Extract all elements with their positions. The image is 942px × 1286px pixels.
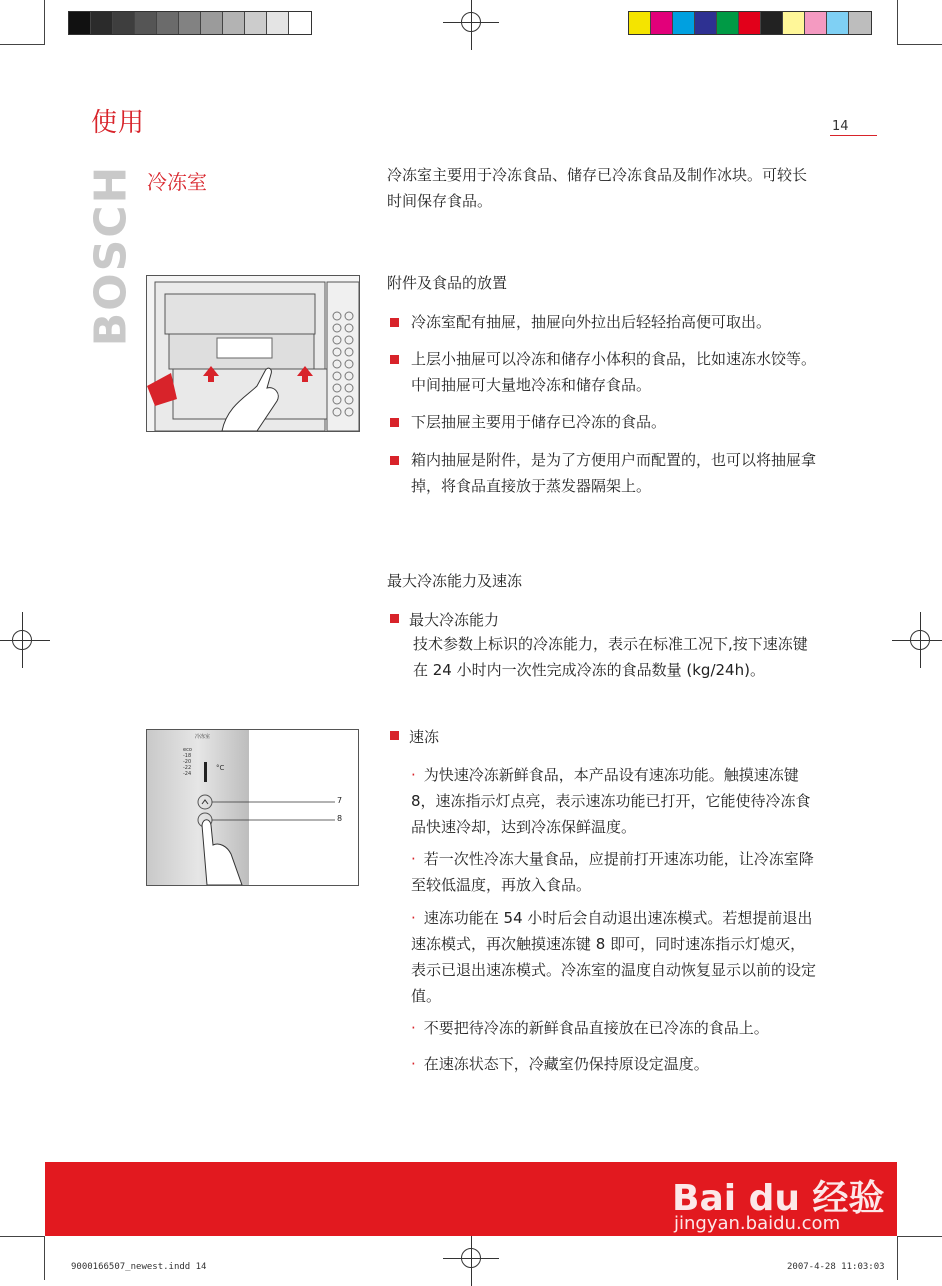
color-swatch [69, 12, 91, 34]
placement-item: 箱内抽屉是附件，是为了方便用户而配置的，也可以将抽屉拿掉，将食品直接放于蒸发器隔架上。 [411, 451, 817, 495]
color-swatch [651, 12, 673, 34]
registration-mark [455, 1242, 487, 1274]
temperature-scale: eco -18 -20 -22 -24 [183, 747, 192, 777]
color-calibration-bar [628, 11, 872, 35]
crop-mark [0, 44, 45, 45]
file-info: 9000166507_newest.indd 14 [71, 1262, 207, 1272]
color-swatch [113, 12, 135, 34]
color-swatch [739, 12, 761, 34]
color-swatch [629, 12, 651, 34]
crop-mark [897, 1236, 942, 1237]
bullet-marker [390, 731, 399, 740]
drawer-drawing [147, 276, 359, 431]
watermark-logo: Bai du 经验 [672, 1178, 885, 1219]
quick-freeze-point: · 不要把待冷冻的新鲜食品直接放在已冷冻的食品上。 [411, 1019, 769, 1037]
color-swatch [783, 12, 805, 34]
bullet-marker [390, 456, 399, 465]
crop-mark [897, 0, 898, 44]
bullet-marker [390, 355, 399, 364]
crop-mark [44, 0, 45, 44]
temperature-unit: °C [216, 764, 225, 772]
color-swatch [223, 12, 245, 34]
page-number: 14 [832, 119, 849, 134]
color-swatch [673, 12, 695, 34]
color-swatch [245, 12, 267, 34]
section-title: 冷冻室 [147, 170, 207, 194]
page-title: 使用 [91, 108, 146, 138]
placement-item: 冷冻室配有抽屉，抽屉向外拉出后轻轻抬高便可取出。 [411, 313, 772, 331]
color-swatch [267, 12, 289, 34]
control-panel-illustration [146, 729, 359, 886]
capacity-subheading: 最大冷冻能力 [409, 611, 500, 629]
color-swatch [179, 12, 201, 34]
capacity-text: 技术参数上标识的冷冻能力，表示在标准工况下,按下速冻键在 24 小时内一次性完成冷冻的食品数量 (kg/24h)。 [413, 635, 808, 679]
registration-mark [455, 6, 487, 38]
color-swatch [289, 12, 311, 34]
capacity-heading: 最大冷冻能力及速冻 [387, 572, 523, 590]
color-swatch [135, 12, 157, 34]
print-timestamp: 2007-4-28 11:03:03 [787, 1262, 885, 1272]
placement-item: 上层小抽屉可以冷冻和储存小体积的食品，比如速冻水饺等。中间抽屉可大量地冷冻和储存食品。 [411, 350, 817, 394]
color-swatch [91, 12, 113, 34]
panel-label: 冷冻室 [195, 734, 211, 740]
placement-item: 下层抽屉主要用于储存已冷冻的食品。 [411, 413, 667, 431]
quick-freeze-point: · 若一次性冷冻大量食品，应提前打开速冻功能，让冷冻室降至较低温度，再放入食品。 [411, 850, 814, 894]
quick-freeze-point: · 为快速冷冻新鲜食品，本产品设有速冻功能。触摸速冻键 8，速冻指示灯点亮，表示速冻功能已打开，它能使待冷冻食品快速冷却，达到冷冻保鲜温度。 [411, 766, 811, 836]
callout-7: 7 [337, 796, 343, 805]
registration-mark [904, 624, 936, 656]
quick-freeze-heading: 速冻 [409, 728, 440, 746]
page-number-underline [830, 135, 877, 136]
color-swatch [201, 12, 223, 34]
registration-mark [6, 624, 38, 656]
gray-calibration-bar [68, 11, 312, 35]
crop-mark [897, 1236, 898, 1280]
watermark-url: jingyan.baidu.com [674, 1213, 841, 1234]
color-swatch [805, 12, 827, 34]
color-swatch [849, 12, 871, 34]
color-swatch [157, 12, 179, 34]
intro-paragraph: 冷冻室主要用于冷冻食品、储存已冷冻食品及制作冰块。可较长时间保存食品。 [387, 166, 808, 210]
color-swatch [827, 12, 849, 34]
freezer-drawer-illustration [146, 275, 360, 432]
crop-mark [897, 44, 942, 45]
quick-freeze-point: · 在速冻状态下，冷藏室仍保持原设定温度。 [411, 1055, 709, 1073]
crop-mark [44, 1236, 45, 1280]
bullet-marker [390, 418, 399, 427]
placement-heading: 附件及食品的放置 [387, 274, 508, 292]
brand-logo: BOSCH [85, 164, 137, 346]
crop-mark [0, 1236, 45, 1237]
color-swatch [717, 12, 739, 34]
bullet-marker [390, 614, 399, 623]
bullet-marker [390, 318, 399, 327]
color-swatch [695, 12, 717, 34]
callout-8: 8 [337, 814, 343, 823]
color-swatch [761, 12, 783, 34]
quick-freeze-point: · 速冻功能在 54 小时后会自动退出速冻模式。若想提前退出速冻模式，再次触摸速冻键 8 即可，同时速冻指示灯熄灭，表示已退出速冻模式。冷冻室的温度自动恢复显示以前的设定值。 [411, 909, 817, 1005]
